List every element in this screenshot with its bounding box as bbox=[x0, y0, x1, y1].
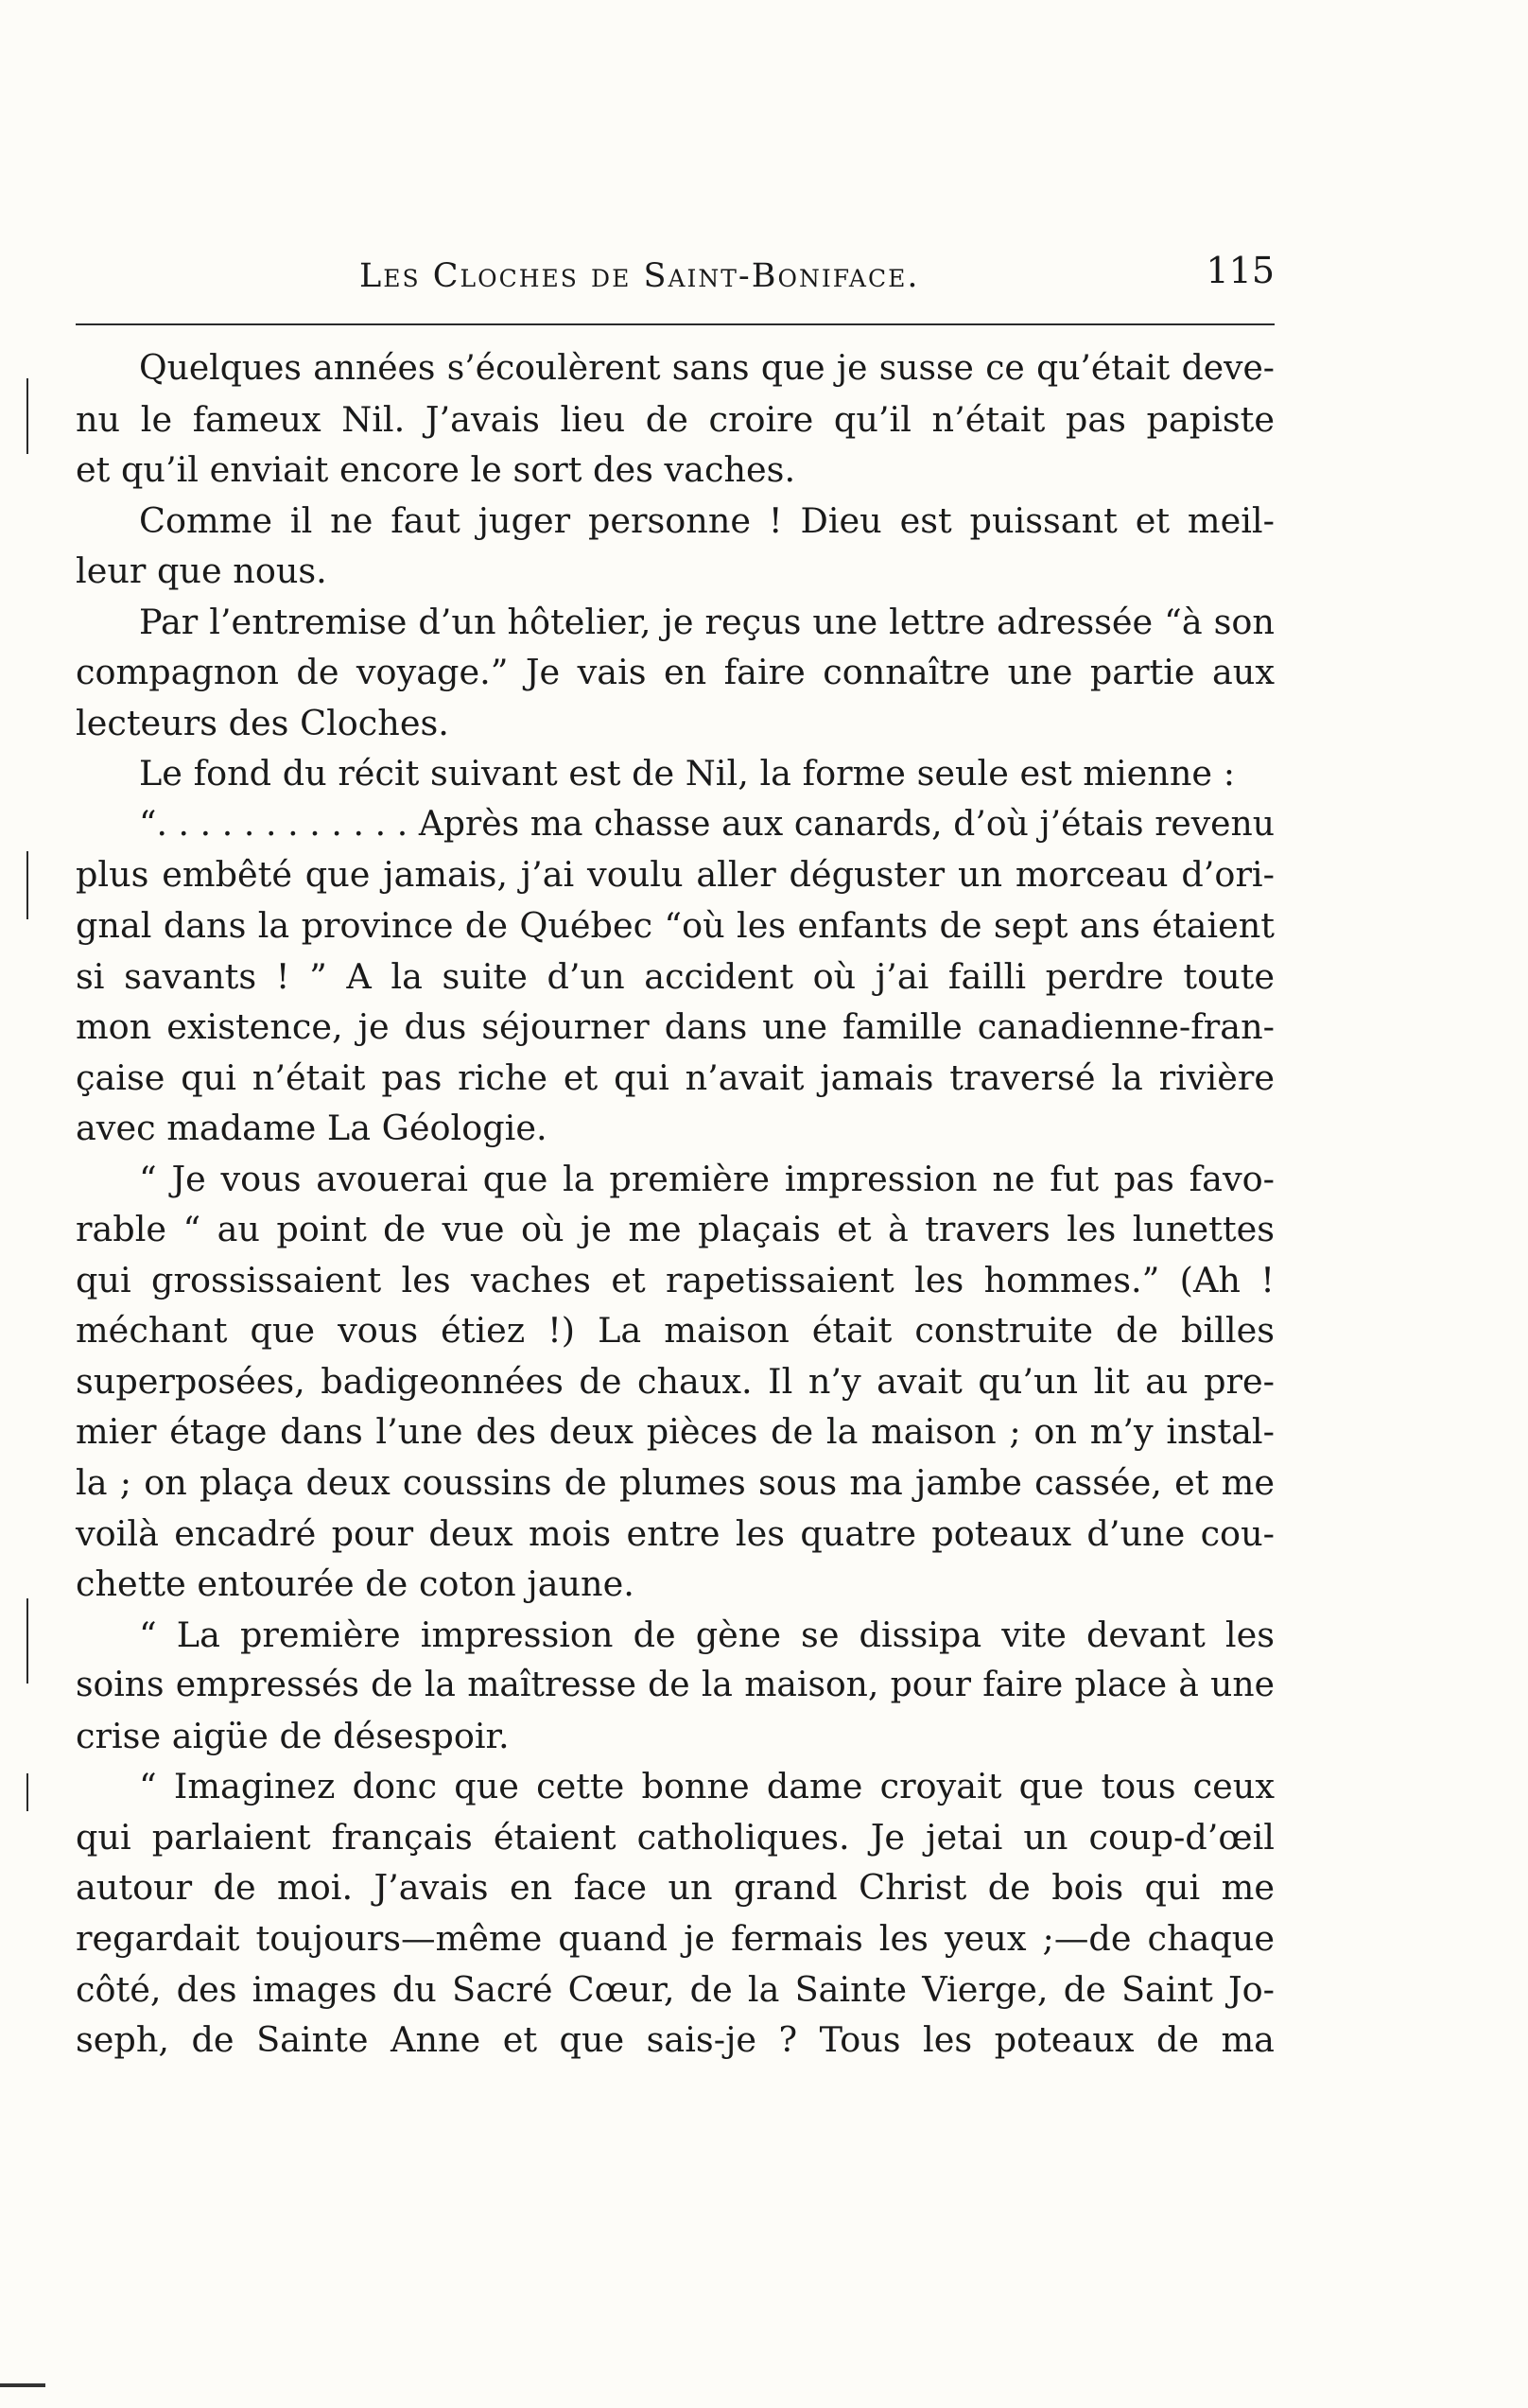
text-line: côté, des images du Sacré Cœur, de la Sainte Vierge, de Saint Jo- bbox=[76, 1968, 1275, 2010]
text-line: Comme il ne faut juger personne ! Dieu est puissant et meil- bbox=[139, 499, 1275, 541]
text-line: regardait toujours—même quand je fermais les yeux ;—de chaque bbox=[76, 1917, 1275, 1959]
text-line: soins empressés de la maîtresse de la maison, pour faire place à une bbox=[76, 1665, 1275, 1705]
margin-mark bbox=[26, 1773, 28, 1811]
text-line: superposées, badigeonnées de chaux. Il n’y avait qu’un lit au pre- bbox=[76, 1360, 1275, 1402]
text-line: nu le fameux Nil. J’avais lieu de croire qu’il n’était pas papiste bbox=[76, 398, 1275, 440]
text-line: Le fond du récit suivant est de Nil, la forme seule est mienne : bbox=[139, 753, 1236, 794]
margin-mark bbox=[26, 378, 28, 454]
text-line: avec madame La Géologie. bbox=[76, 1108, 547, 1149]
text-line: voilà encadré pour deux mois entre les quatre poteaux d’une cou- bbox=[76, 1512, 1275, 1554]
text-line: lecteurs des Cloches. bbox=[76, 702, 449, 743]
text-line: autour de moi. J’avais en face un grand Christ de bois qui me bbox=[76, 1867, 1275, 1909]
text-line: compagnon de voyage.” Je vais en faire connaître une partie aux bbox=[76, 652, 1275, 693]
text-line: “ Imaginez donc que cette bonne dame croyait que tous ceux bbox=[139, 1766, 1275, 1807]
text-line: Quelques années s’écoulèrent sans que je susse ce qu’était deve- bbox=[139, 348, 1275, 388]
text-line: leur que nous. bbox=[76, 550, 327, 592]
text-line: et qu’il enviait encore le sort des vaches. bbox=[76, 449, 796, 491]
text-line: gnal dans la province de Québec “où les enfants de sept ans étaient bbox=[76, 905, 1275, 947]
text-line: çaise qui n’était pas riche et qui n’avait jamais traversé la rivière bbox=[76, 1056, 1275, 1098]
text-line: “ La première impression de gène se dissipa vite devant les bbox=[139, 1614, 1275, 1655]
text-line: mon existence, je dus séjourner dans une famille canadienne-fran- bbox=[76, 1006, 1275, 1048]
running-title: Les Cloches de Saint-Boniface. bbox=[359, 257, 920, 295]
page-header bbox=[76, 248, 1275, 305]
text-line: Par l’entremise d’un hôtelier, je reçus une lettre adressée “à son bbox=[139, 601, 1275, 642]
text-line: “. . . . . . . . . . . . Après ma chasse aux canards, d’où j’étais revenu bbox=[139, 803, 1275, 844]
text-line: crise aigüe de désespoir. bbox=[76, 1715, 510, 1756]
page-number: 115 bbox=[1206, 250, 1275, 291]
text-line: qui grossissaient les vaches et rapetissaient les hommes.” (Ah ! bbox=[76, 1259, 1275, 1300]
text-line: rable “ au point de vue où je me plaçais et à travers les lunettes bbox=[76, 1209, 1275, 1250]
corner-mark bbox=[0, 2383, 45, 2387]
text-line: la ; on plaça deux coussins de plumes sous ma jambe cassée, et me bbox=[76, 1462, 1275, 1504]
text-line: “ Je vous avouerai que la première impression ne fut pas favo- bbox=[139, 1158, 1275, 1199]
text-line: chette entourée de coton jaune. bbox=[76, 1563, 634, 1605]
text-line: mier étage dans l’une des deux pièces de la maison ; on m’y instal- bbox=[76, 1411, 1275, 1453]
header-rule bbox=[76, 323, 1275, 325]
text-line: si savants ! ” A la suite d’un accident où j’ai failli perdre toute bbox=[76, 955, 1275, 997]
text-line: seph, de Sainte Anne et que sais-je ? Tous les poteaux de ma bbox=[76, 2019, 1275, 2061]
margin-mark bbox=[26, 1598, 28, 1684]
margin-mark bbox=[26, 851, 28, 919]
text-line: qui parlaient français étaient catholiques. Je jetai un coup-d’œil bbox=[76, 1816, 1275, 1858]
text-line: méchant que vous étiez !) La maison était construite de billes bbox=[76, 1310, 1275, 1352]
body-text bbox=[76, 343, 1275, 2066]
text-line: plus embêté que jamais, j’ai voulu aller déguster un morceau d’ori- bbox=[76, 854, 1275, 896]
